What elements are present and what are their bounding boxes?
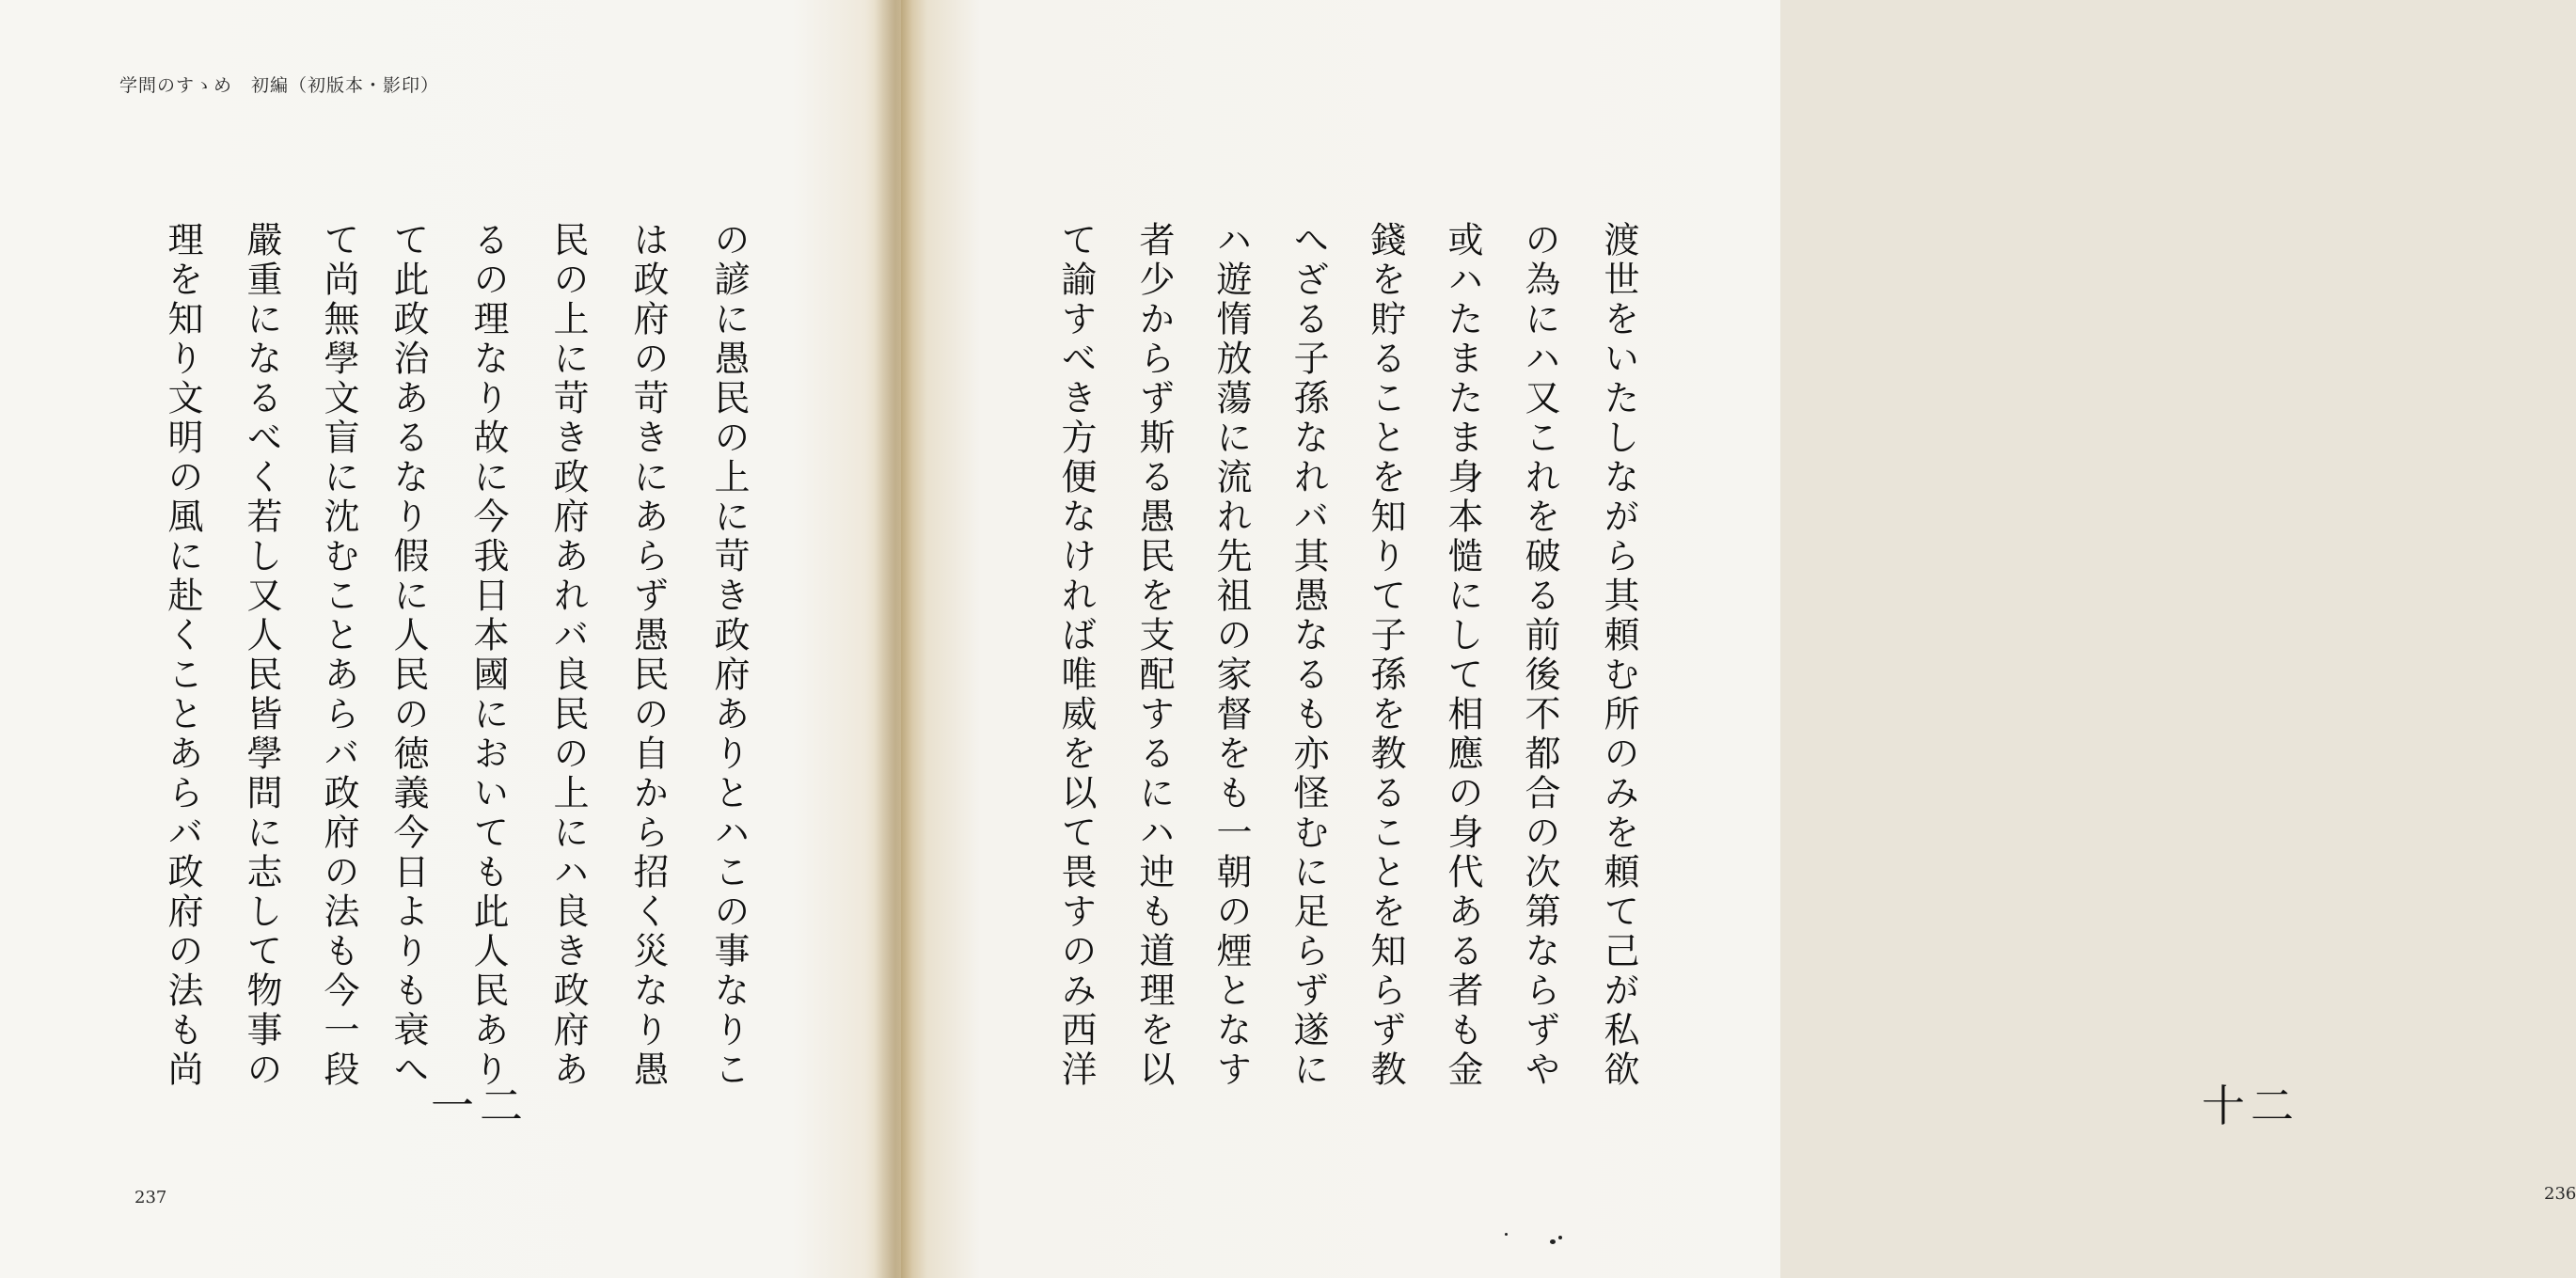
text-column: は政府の苛きにあらず愚民の自から招く災なり愚 — [627, 221, 669, 1090]
running-header: 学問のすゝめ 初編（初版本・影印） — [119, 75, 440, 96]
text-column: 或ハたまたま身本慥にして相應の身代ある者も金 — [1442, 221, 1483, 1090]
text-column: て尚無學文盲に沈むことあらバ政府の法も今一段 — [318, 221, 359, 1090]
text-column: ハ遊惰放蕩に流れ先祖の家督をも一朝の煙となす — [1210, 221, 1252, 1090]
ink-speck — [1550, 1239, 1556, 1244]
text-column: て此政治あるなり假に人民の徳義今日よりも衰へ — [387, 221, 429, 1090]
text-column: るの理なり故に今我日本國においても此人民あり — [467, 221, 509, 1090]
leaf-number: 十二 — [2202, 1081, 2299, 1131]
text-column: 錢を貯ることを知りて子孫を教ることを知らず教 — [1365, 221, 1406, 1090]
book-gutter — [875, 0, 912, 1278]
ink-speck — [1505, 1233, 1508, 1236]
text-column: て諭すべき方便なければ唯威を以て畏すのみ西洋 — [1055, 221, 1097, 1090]
page-number: 237 — [134, 1188, 167, 1207]
text-column: へざる子孫なれバ其愚なるも亦怪むに足らず遂に — [1288, 221, 1329, 1090]
right-page — [901, 0, 2576, 1278]
text-column: 民の上に苛き政府あれバ良民の上にハ良き政府あ — [547, 221, 589, 1090]
page-number: 236 — [2544, 1184, 2576, 1204]
text-column: の諺に愚民の上に苛き政府ありとハこの事なりこ — [708, 221, 750, 1090]
left-page — [0, 0, 901, 1278]
text-column: 者少からず斯る愚民を支配するにハ迚も道理を以 — [1133, 221, 1175, 1090]
leaf-number: 一二 — [431, 1081, 529, 1131]
ink-speck — [1558, 1236, 1562, 1239]
text-column: 理を知り文明の風に赴くことあらバ政府の法も尚 — [162, 221, 203, 1090]
text-column: の為にハ又これを破る前後不都合の次第ならずや — [1519, 221, 1560, 1090]
text-column: 渡世をいたしながら其頼む所のみを頼て己が私欲 — [1598, 221, 1639, 1090]
text-column: 嚴重になるべく若し又人民皆學問に志して物事の — [241, 221, 282, 1090]
